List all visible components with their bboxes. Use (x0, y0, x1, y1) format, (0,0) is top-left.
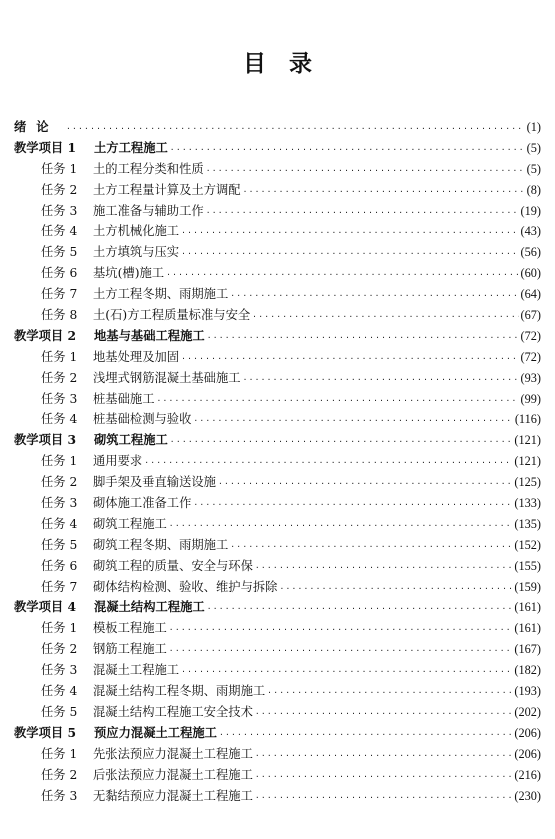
toc-entry-title: 无黏结预应力混凝土工程施工 (93, 788, 253, 803)
toc-entry-number: 任务 1 (41, 621, 78, 636)
toc-entry-title: 施工准备与辅助工作 (93, 203, 204, 218)
dot-leader (144, 453, 512, 474)
toc-entry-title: 通用要求 (93, 454, 143, 469)
toc-entry-title: 混凝土工程施工 (93, 663, 180, 678)
toc-entry-number: 任务 4 (41, 684, 78, 699)
toc-entry-title: 预应力混凝土工程施工 (94, 724, 217, 740)
toc-entry-page-number: (60) (520, 266, 541, 281)
toc-entry-number: 任务 2 (41, 370, 78, 385)
toc-entry-task (14, 744, 541, 765)
toc-entry-title: 基坑(槽)施工 (93, 266, 165, 281)
toc-entry-task (14, 368, 541, 389)
toc-entry-title: 脚手架及垂直输送设施 (93, 475, 216, 490)
toc-entry-project (14, 597, 541, 618)
toc-entry-task (14, 201, 541, 222)
toc-entry-number: 任务 8 (41, 308, 78, 323)
toc-entry-title: 砌筑工程施工 (93, 516, 167, 531)
toc-entry-number: 任务 4 (41, 412, 78, 427)
toc-entry-task (14, 660, 541, 681)
toc-entry-number: 任务 4 (41, 516, 78, 531)
toc-entry-page-number: (72) (520, 349, 541, 364)
dot-leader (279, 579, 512, 600)
toc-entry-title: 混凝土结构工程施工安全技术 (93, 704, 253, 719)
toc-entry-task (14, 409, 541, 430)
toc-entry-task (14, 786, 541, 807)
toc-entry-title: 土的工程分类和性质 (93, 161, 204, 176)
dot-leader (181, 244, 518, 265)
toc-entry-page-number: (43) (520, 224, 541, 239)
dot-leader (243, 370, 519, 391)
toc-entry-task (14, 221, 541, 242)
toc-entry-page-number: (8) (526, 182, 541, 197)
toc-entry-task (14, 681, 541, 702)
toc-entry-project (14, 430, 541, 451)
toc-entry-page-number: (216) (514, 767, 541, 782)
toc-entry-page-number: (135) (514, 516, 541, 531)
dot-leader (255, 746, 512, 767)
toc-entry-task (14, 535, 541, 556)
toc-entry-page-number: (93) (520, 370, 541, 385)
dot-leader (66, 119, 525, 140)
toc-entry-task (14, 305, 541, 326)
toc-entry-task (14, 389, 541, 410)
toc-entry-project (14, 326, 541, 347)
dot-leader (170, 140, 525, 161)
dot-leader (218, 474, 512, 495)
dot-leader (169, 641, 513, 662)
toc-entry-title: 地基处理及加固 (93, 349, 180, 364)
toc-entry-page-number: (121) (514, 433, 541, 448)
dot-leader (169, 620, 513, 641)
toc-entry-number: 任务 3 (41, 391, 78, 406)
toc-entry-title: 砌筑工程冬期、雨期施工 (93, 537, 229, 552)
toc-entry-task (14, 765, 541, 786)
toc-entry-title: 桩基础检测与验收 (93, 412, 192, 427)
toc-entry-title: 土方填筑与压实 (93, 245, 180, 260)
toc-entry-title: 后张法预应力混凝土工程施工 (93, 767, 253, 782)
toc-entry-project (14, 138, 541, 159)
dot-leader (255, 704, 512, 725)
page-title: 目 录 (243, 51, 312, 77)
toc-entry-task (14, 159, 541, 180)
toc-entry-number: 教学项目 2 (14, 327, 77, 343)
toc-entry-number: 教学项目 5 (14, 724, 77, 740)
dot-leader (181, 223, 518, 244)
toc-entry-page-number: (206) (514, 725, 541, 740)
toc-entry-title: 砌体结构检测、验收、维护与拆除 (93, 579, 278, 594)
toc-entry-page-number: (206) (514, 746, 541, 761)
dot-leader (267, 683, 512, 704)
toc-entry-title: 混凝土结构工程施工 (94, 599, 205, 615)
toc-entry-task (14, 242, 541, 263)
toc-entry-number: 任务 3 (41, 496, 78, 511)
toc-entry-intro (14, 117, 541, 138)
toc-entry-page-number: (152) (514, 537, 541, 552)
toc-entry-page-number: (72) (520, 328, 541, 343)
toc-entry-page-number: (5) (526, 161, 541, 176)
toc-entry-page-number: (230) (514, 788, 541, 803)
toc-entry-number: 教学项目 3 (14, 432, 77, 448)
toc-entry-page-number: (1) (526, 120, 541, 134)
toc-entry-page-number: (155) (514, 558, 541, 573)
dot-leader (181, 662, 512, 683)
toc-entry-page-number: (202) (514, 704, 541, 719)
toc-entry-number: 任务 5 (41, 537, 78, 552)
toc-entry-task (14, 577, 541, 598)
toc-entry-task (14, 493, 541, 514)
toc-entry-task (14, 556, 541, 577)
toc-entry-page-number: (64) (520, 287, 541, 302)
dot-leader (230, 537, 512, 558)
toc-entry-number: 任务 5 (41, 704, 78, 719)
toc-entry-title: 砌筑工程的质量、安全与环保 (93, 558, 253, 573)
toc-entry-page-number: (19) (520, 203, 541, 218)
toc-entry-project (14, 723, 541, 744)
toc-entry-title: 砌体施工准备工作 (93, 496, 192, 511)
toc-entry-number: 任务 3 (41, 203, 78, 218)
toc-entry-title: 混凝土结构工程冬期、雨期施工 (93, 684, 266, 699)
toc-entry-task (14, 702, 541, 723)
toc-entry-page-number: (116) (514, 412, 541, 427)
toc-entry-title: 土方工程冬期、雨期施工 (93, 287, 229, 302)
toc-entry-page-number: (161) (514, 600, 541, 615)
toc-entry-number: 任务 2 (41, 475, 78, 490)
toc-entry-title: 先张法预应力混凝土工程施工 (93, 746, 253, 761)
toc-entry-title: 土方工程量计算及土方调配 (93, 182, 241, 197)
toc-entry-number: 任务 5 (41, 245, 78, 260)
toc-entry-page-number: (56) (520, 245, 541, 260)
toc-entry-page-number: (99) (520, 391, 541, 406)
toc-entry-number: 任务 1 (41, 454, 78, 469)
toc-entry-page-number: (161) (514, 621, 541, 636)
toc-entry-number: 任务 6 (41, 558, 78, 573)
toc-entry-number: 任务 2 (41, 767, 78, 782)
dot-leader (219, 725, 512, 746)
toc-entry-page-number: (167) (514, 642, 541, 657)
toc-entry-number: 任务 4 (41, 224, 78, 239)
toc-entry-title: 桩基础施工 (93, 391, 155, 406)
dot-leader (157, 391, 519, 412)
toc-entry-number: 任务 2 (41, 642, 78, 657)
dot-leader (207, 328, 519, 349)
toc-entry-task (14, 263, 541, 284)
table-of-contents (14, 117, 541, 806)
toc-entry-task (14, 639, 541, 660)
dot-leader (193, 495, 512, 516)
toc-entry-page-number: (5) (526, 140, 541, 155)
toc-entry-task (14, 514, 541, 535)
toc-entry-title: 地基与基础工程施工 (94, 327, 205, 343)
toc-entry-number: 任务 1 (41, 161, 78, 176)
toc-entry-page-number: (67) (520, 308, 541, 323)
toc-entry-task (14, 347, 541, 368)
dot-leader (230, 286, 518, 307)
toc-entry-page-number: (182) (514, 663, 541, 678)
dot-leader (206, 161, 525, 182)
toc-entry-title: 土方工程施工 (94, 139, 168, 155)
toc-entry-number: 任务 3 (41, 788, 78, 803)
toc-entry-page-number: (125) (514, 475, 541, 490)
dot-leader (255, 767, 512, 788)
toc-entry-number: 教学项目 4 (14, 599, 77, 615)
toc-entry-title: 模板工程施工 (93, 621, 167, 636)
toc-entry-number: 任务 2 (41, 182, 78, 197)
toc-entry-number: 任务 7 (41, 579, 78, 594)
toc-entry-page-number: (121) (514, 454, 541, 469)
dot-leader (207, 599, 513, 620)
dot-leader (169, 516, 513, 537)
dot-leader (170, 432, 513, 453)
toc-entry-task (14, 180, 541, 201)
toc-entry-title: 砌筑工程施工 (94, 432, 168, 448)
toc-entry-title: 土(石)方工程质量标准与安全 (93, 308, 251, 323)
dot-leader (255, 788, 512, 809)
toc-entry-number: 任务 6 (41, 266, 78, 281)
toc-entry-task (14, 618, 541, 639)
dot-leader (193, 411, 512, 432)
toc-entry-task (14, 451, 541, 472)
dot-leader (181, 349, 518, 370)
toc-entry-title: 土方机械化施工 (93, 224, 180, 239)
dot-leader (166, 265, 518, 286)
toc-entry-number: 绪论 (14, 119, 59, 134)
toc-entry-title: 钢筋工程施工 (93, 642, 167, 657)
dot-leader (206, 203, 519, 224)
toc-entry-task (14, 472, 541, 493)
toc-entry-title: 浅埋式钢筋混凝土基础施工 (93, 370, 241, 385)
toc-entry-number: 任务 1 (41, 746, 78, 761)
toc-entry-number: 任务 7 (41, 287, 78, 302)
toc-entry-number: 任务 1 (41, 349, 78, 364)
toc-entry-number: 教学项目 1 (14, 139, 77, 155)
dot-leader (243, 182, 525, 203)
toc-entry-page-number: (133) (514, 496, 541, 511)
toc-entry-page-number: (193) (514, 684, 541, 699)
toc-entry-number: 任务 3 (41, 663, 78, 678)
dot-leader (252, 307, 518, 328)
dot-leader (255, 558, 512, 579)
toc-entry-page-number: (159) (514, 579, 541, 594)
toc-entry-task (14, 284, 541, 305)
